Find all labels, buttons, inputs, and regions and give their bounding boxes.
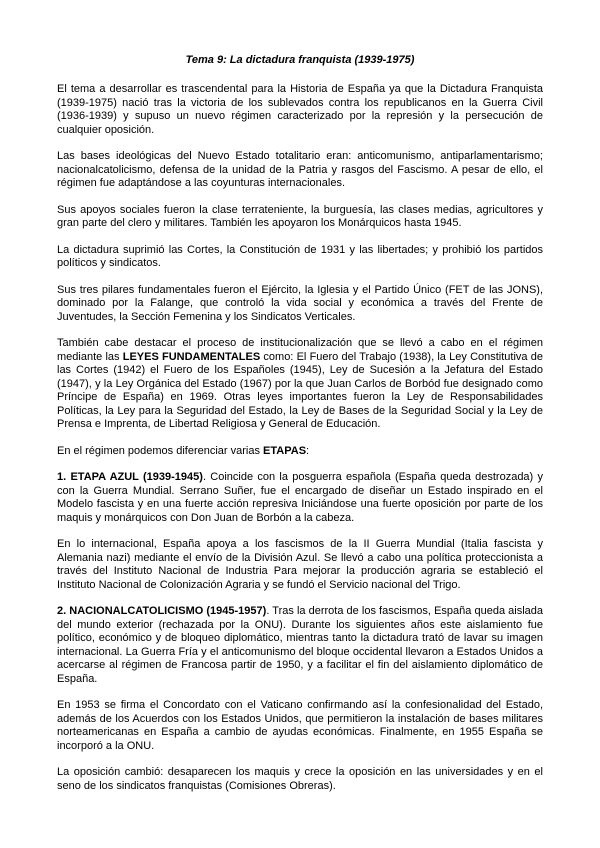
- heading-nacionalcatolicismo: 2. NACIONALCATOLICISMO (1945-1957): [57, 605, 267, 617]
- paragraph-fundamental-laws: [57, 337, 543, 432]
- bold-term-leyes: LEYES FUNDAMENTALES: [122, 350, 261, 363]
- paragraph-international: En lo internacional, España apoya a los fascismos de la II Guerra Mundial (Italia fascista y Alemania nazi) mediante el envío de la División Azul. Se llevó a cabo una política proteccionista a través del Instituto Nacional de Industria Para mejorar la producción agraria se estableció el Instituto Nacional de Colonización Agraria y se fundó el Servicio nacional del Trigo.: [57, 538, 543, 591]
- text-segment: :: [306, 444, 310, 457]
- text-segment: También cabe destacar el proceso de institucionalización que se llevó a cabo en el régimen mediante las: [57, 337, 543, 363]
- paragraph-pillars: Sus tres pilares fundamentales fueron el Ejército, la Iglesia y el Partido Único (FET de las JONS), dominado por la Falange, que controló la vida social y económica a través del Frente de Juventudes, la Sección Femenina y los Sindicatos Verticales.: [57, 283, 543, 323]
- paragraph-ideological-bases: Las bases ideológicas del Nuevo Estado totalitario eran: anticomunismo, antiparlamentarismo; nacionalcatolicismo, defensa de la unidad de la Patria y rasgos del Fascismo. A pesar de ello, el régimen fue adaptándose a las coyunturas internacionales.: [57, 150, 543, 189]
- bold-term-etapas: ETAPAS: [263, 444, 307, 457]
- page-title: Tema 9: La dictadura franquista (1939-1975): [185, 54, 415, 66]
- text-segment: como: El Fuero del Trabajo (1938), la Ley Constitutiva de las Cortes (1942) el Fuero de los Españoles (1945), Ley de Sucesión a la Jefatura del Estado (1947), y la Ley Orgánica del Estado (1967) por la que Juan Carlos de Borbód fue designado como Príncipe de España) en 1969. Otras leyes importantes fueron la Ley de Responsabilidades Políticas, la Ley para la Seguridad del Estado, la Ley de Bases de la Seguridad Social y la Ley de Prensa e Imprenta, de Libertad Religiosa y General de Educación.: [57, 350, 543, 430]
- paragraph-opposition: La oposición cambió: desaparecen los maquis y crece la oposición en las universidades y en el seno de los sindicatos franquistas (Comisiones Obreras).: [57, 766, 543, 792]
- text-segment: . Tras la derrota de los fascismos, España queda aislada del mundo exterior (rechazada por la ONU). Durante los siguientes años este aislamiento fue político, económico y de bloqueo diplomático, mientras tanto la dictadura trató de lavar su imagen internacional. La Guerra Fría y el anticomunismo del bloque occidental llevaron a Estados Unidos a acercarse al régimen de Francosa partir de 1950, y a facilitar el fin del aislamiento diplomático de España.: [57, 605, 544, 685]
- paragraph-etapa-azul: [57, 471, 543, 525]
- paragraph-suppression: La dictadura suprimió las Cortes, la Constitución de 1931 y las libertades; y prohibió los partidos políticos y sindicatos.: [57, 243, 543, 269]
- heading-etapa-azul: 1. ETAPA AZUL (1939-1945): [57, 471, 203, 483]
- paragraph-concordato: En 1953 se firma el Concordato con el Vaticano confirmando así la confesionalidad del Estado, además de los Acuerdos con los Estados Unidos, que permitieron la instalación de bases militares norteamericanas en España a cambio de ayudas económicas. Finalmente, en 1955 España se incorporó a la ONU.: [57, 699, 543, 752]
- paragraph-nacionalcatolicismo: [57, 605, 543, 686]
- paragraph-social-support: Sus apoyos sociales fueron la clase terrateniente, la burguesía, las clases medias, agricultores y gran parte del clero y militares. También les apoyaron los Monárquicos hasta 1945.: [57, 203, 543, 229]
- text-segment: En el régimen podemos diferenciar varias: [57, 444, 264, 457]
- paragraph-stages-intro: [57, 445, 543, 459]
- paragraph-intro: El tema a desarrollar es trascendental para la Historia de España ya que la Dictadura Franquista (1939-1975) nació tras la victoria de los sublevados contra los republicanos en la Guerra Civil (1936-1939) y supuso un nuevo régimen caracterizado por la represión y la persecución de cualquier oposición.: [57, 83, 543, 136]
- text-segment: . Coincide con la posguerra española (España queda destrozada) y con la Guerra Mundial. Serrano Suñer, fue el encargado de diseñar un Estado inspirado en el Modelo fascista y en una fuerte acción represiva Iniciándose una fuerte oposición por parte de los maquis y monárquicos con Don Juan de Borbón a la cabeza.: [57, 471, 544, 524]
